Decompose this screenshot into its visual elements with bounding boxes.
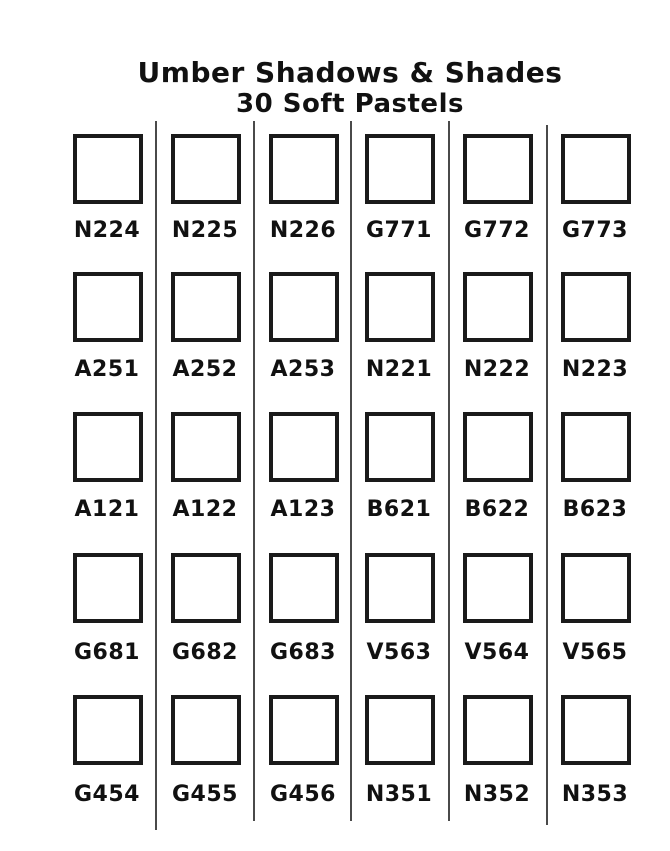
pastel-code-label: V563 — [366, 640, 432, 665]
color-swatch-box — [269, 412, 339, 482]
pastel-code-label: N353 — [561, 782, 629, 807]
color-swatch-box — [463, 272, 533, 342]
color-swatch-box — [171, 272, 241, 342]
pastel-code-label: G454 — [74, 782, 140, 807]
pastel-code-label: B623 — [562, 497, 628, 522]
color-swatch-box — [561, 553, 631, 623]
color-swatch-box — [463, 553, 533, 623]
pastel-code-label: N351 — [365, 782, 433, 807]
pastel-code-label: N225 — [171, 218, 239, 243]
pastel-code-label: G773 — [562, 218, 628, 243]
color-swatch-box — [269, 134, 339, 204]
pastel-code-label: A123 — [270, 497, 336, 522]
chart-title: Umber Shadows & Shades — [137, 56, 563, 89]
color-swatch-box — [269, 272, 339, 342]
pastel-code-label: G683 — [270, 640, 336, 665]
color-swatch-box — [269, 553, 339, 623]
pastel-code-label: B621 — [366, 497, 432, 522]
pastel-code-label: N223 — [561, 357, 629, 382]
pastel-code-label: A251 — [74, 357, 140, 382]
pastel-code-label: V564 — [464, 640, 530, 665]
pastel-code-label: N224 — [73, 218, 141, 243]
pastel-code-label: G771 — [366, 218, 432, 243]
color-swatch-box — [73, 695, 143, 765]
pastel-code-label: N352 — [463, 782, 531, 807]
pastel-code-label: G681 — [74, 640, 140, 665]
pastel-code-label: G456 — [270, 782, 336, 807]
pastel-code-label: B622 — [464, 497, 530, 522]
color-swatch-box — [463, 695, 533, 765]
pastel-code-label: G772 — [464, 218, 530, 243]
color-swatch-box — [561, 272, 631, 342]
pastel-code-label: G682 — [172, 640, 238, 665]
pastel-code-label: A122 — [172, 497, 238, 522]
color-swatch-box — [561, 134, 631, 204]
color-swatch-box — [463, 134, 533, 204]
color-swatch-box — [171, 412, 241, 482]
color-swatch-box — [269, 695, 339, 765]
color-swatch-box — [365, 412, 435, 482]
color-swatch-box — [365, 134, 435, 204]
color-swatch-box — [561, 412, 631, 482]
pastel-code-label: A253 — [270, 357, 336, 382]
chart-subtitle: 30 Soft Pastels — [236, 89, 464, 119]
pastel-code-label: V565 — [562, 640, 628, 665]
color-swatch-box — [73, 553, 143, 623]
pastel-code-label: G455 — [172, 782, 238, 807]
color-swatch-box — [171, 553, 241, 623]
color-swatch-box — [73, 412, 143, 482]
color-swatch-box — [171, 134, 241, 204]
color-swatch-box — [73, 272, 143, 342]
color-swatch-box — [365, 272, 435, 342]
pastel-code-label: A121 — [74, 497, 140, 522]
color-swatch-box — [73, 134, 143, 204]
pastel-code-label: A252 — [172, 357, 238, 382]
color-swatch-box — [561, 695, 631, 765]
color-swatch-box — [365, 553, 435, 623]
pastel-code-label: N221 — [365, 357, 433, 382]
color-swatch-box — [171, 695, 241, 765]
color-swatch-box — [463, 412, 533, 482]
pastel-code-label: N226 — [269, 218, 337, 243]
pastel-code-label: N222 — [463, 357, 531, 382]
color-swatch-box — [365, 695, 435, 765]
